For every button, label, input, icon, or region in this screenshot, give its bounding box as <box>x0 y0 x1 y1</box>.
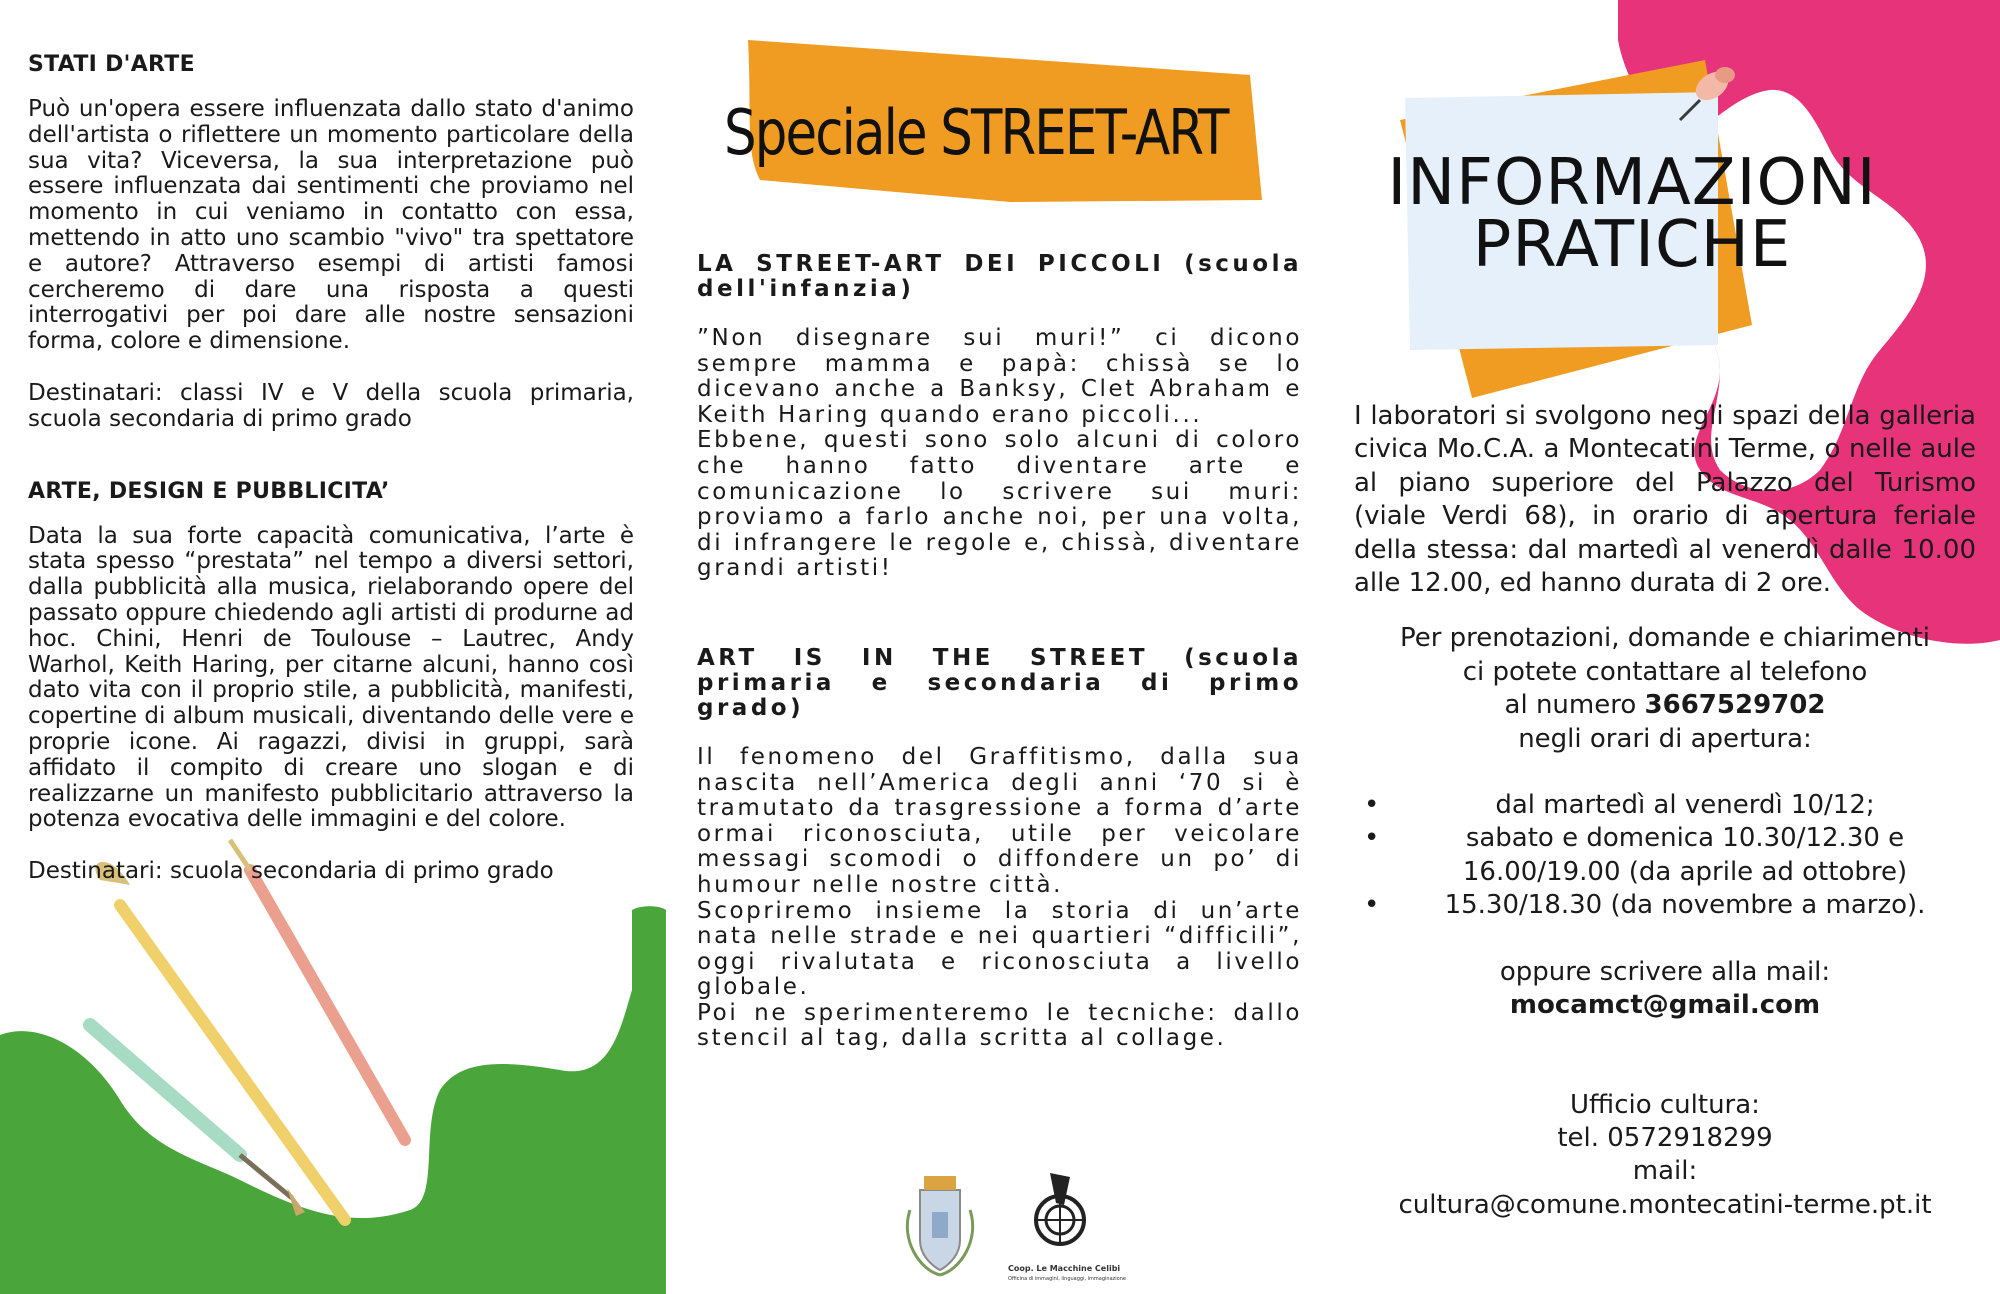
hours-item: • sabato e domenica 10.30/12.30 e 16.00/19.00 (da aprile ad ottobre) <box>1354 822 1976 889</box>
informazioni-pratiche-title: INFORMAZIONI PRATICHE <box>1387 146 1877 282</box>
office-tel[interactable]: tel. 0572918299 <box>1557 1122 1773 1153</box>
mail-intro: oppure scrivere alla mail: <box>1499 956 1831 987</box>
booking-line-1: Per prenotazioni, domande e chiarimenti <box>1399 623 1931 654</box>
left-column <box>28 52 634 885</box>
hours-item: • 15.30/18.30 (da novembre a marzo). <box>1354 889 1976 922</box>
green-blob <box>0 906 666 1294</box>
art-is-in-the-street-text-2: Scopriremo insieme la storia di un’arte nata nelle strade e nei quartieri “difficili”, oggi rivalutata e riconosciuta a livello globale. <box>697 897 1302 1001</box>
phone-number[interactable]: 3667529702 <box>1644 690 1826 721</box>
hours-item: • dal martedì al venerdì 10/12; <box>1354 789 1976 822</box>
municipality-crest-logo <box>900 1170 980 1282</box>
arte-design-text: Data la sua forte capacità comunicativa, l’arte è stata spesso “prestata” nel tempo a diversi settori, dalla pubblicità alla musica, rielaborando opere del passato oppure chiedendo agli artisti di produrne ad hoc. Chini, Henri de Toulouse – Lautrec, Andy Warhol, Keith Haring, per citarne alcuni, hanno così dato vita con il proprio stile, a pubblicità, manifesti, copertine di album musicali, diventando delle vere e proprie icone. Ai ragazzi, divisi in gruppi, sarà affidato il compito di creare uno slogan e di realizzarne un manifesto pubblicitario attraverso la potenza evocativa delle immagini e del colore. <box>28 522 634 833</box>
logo-subcaption: Officina di immagini, linguaggi, immaginazione <box>1008 1276 1126 1282</box>
section-title-street-art-piccoli: LA STREET-ART DEI PICCOLI (scuola dell'infanzia) <box>697 251 1302 302</box>
booking-line-2: ci potete contattare al telefono <box>1462 656 1868 687</box>
art-is-in-the-street-text-3: Poi ne sperimenteremo le tecniche: dallo stencil al tag, dalla scritta al collage. <box>697 999 1302 1052</box>
booking-number-label: al numero <box>1504 690 1637 721</box>
info-intro: I laboratori si svolgono negli spazi della galleria civica Mo.C.A. a Montecatini Terme, o nelle aule al piano superiore del Palazzo del Turismo (viale Verdi 68), in orario di apertura feriale della stessa: dal martedì al venerdì dalle 10.00 alle 12.00, ed hanno durata di 2 ore. <box>1354 401 1976 599</box>
booking-line-4: negli orari di apertura: <box>1518 723 1812 754</box>
section-title-arte-design: ARTE, DESIGN E PUBBLICITA’ <box>28 478 390 504</box>
street-art-title: Speciale STREET-ART <box>724 96 1228 169</box>
office-mail[interactable]: cultura@comune.montecatini-terme.pt.it <box>1398 1189 1932 1220</box>
mail-link[interactable]: mocamct@gmail.com <box>1509 990 1821 1021</box>
office-title: Ufficio cultura: <box>1570 1089 1760 1120</box>
stati-darte-text: Può un'opera essere influenzata dallo stato d'animo dell'artista o riflettere un momento particolare della sua vita? Viceversa, la sua interpretazione può essere influenzata dai sentimenti che proviamo nel momento in cui veniamo in contatto con essa, mettendo in atto uno scambio "vivo" tra spettatore e autore? Attraverso esempi di artisti famosi cercheremo di dare una risposta a questi interrogativi per poi dare alle nostre sensazioni forma, colore e dimensione. <box>28 96 634 355</box>
stati-darte-target: Destinatari: classi IV e V della scuola primaria, scuola secondaria di primo grado <box>28 379 634 432</box>
section-title-art-is-in-the-street: ART IS IN THE STREET (scuola primaria e secondaria di primo grado) <box>697 644 1302 721</box>
section-title-stati-darte: STATI D'ARTE <box>28 52 195 77</box>
le-macchine-celibi-logo <box>1020 1165 1100 1255</box>
middle-column <box>697 252 1302 1052</box>
street-art-piccoli-text: ”Non disegnare sui muri!” ci dicono sempre mamma e papà: chissà se lo dicevano anche a Banksy, Clet Abraham e Keith Haring quando erano piccoli... <box>697 325 1302 428</box>
arte-design-target: Destinatari: scuola secondaria di primo grado <box>28 858 554 885</box>
logo-caption: Coop. Le Macchine Celibi <box>1008 1264 1121 1273</box>
booking-line-3 <box>1354 689 1976 722</box>
office-mail-label: mail: <box>1632 1156 1698 1187</box>
art-is-in-the-street-text: Il fenomeno del Graffitismo, dalla sua nascita nell’America degli anni ‘70 si è tramutato da trasgressione a forma d’arte ormai riconosciuta, utile per veicolare messagi scomodi o diffondere un po’ di humour nelle nostre città. <box>697 743 1302 898</box>
opening-hours-list <box>1354 789 1976 923</box>
street-art-piccoli-text-2: Ebbene, questi sono solo alcuni di coloro che hanno fatto diventare arte e comunicazione lo scrivere sui muri: proviamo a farlo anche noi, per una volta, di infrangere le regole e, chissà, diventare grandi artisti! <box>697 427 1302 582</box>
right-column <box>1354 400 1976 1222</box>
